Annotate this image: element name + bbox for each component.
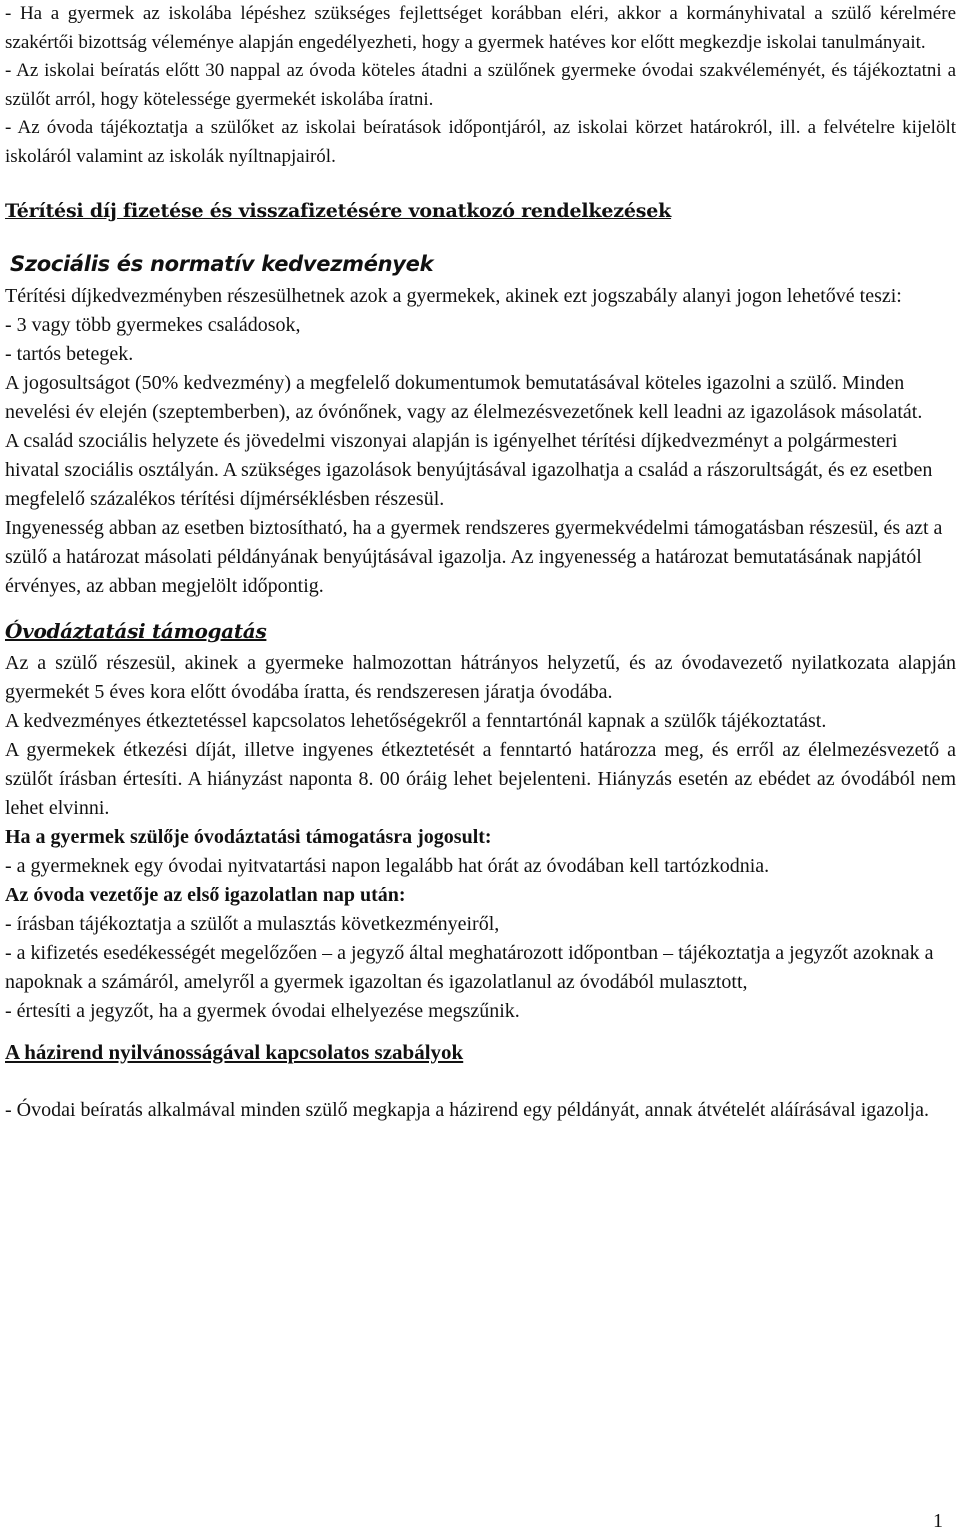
section-title: A házirend nyilvánosságával kapcsolatos szabályok [5,1039,464,1064]
list-item: - tartós betegek. [5,342,134,365]
list-item: - értesíti a jegyzőt, ha a gyermek óvodai elhelyezése megszűnik. [5,999,520,1022]
list-item: - a kifizetés esedékességét megelőzően – a jegyző által meghatározott időpontban – tájékoztatja a jegyzőt azoknak a napoknak a számáról, amelyről a gyermek igazoltan és igazolatlanul az óvodából mulasztott, [5,941,934,993]
paragraph: - Ha a gyermek az iskolába lépéshez szükséges fejlettséget korábban eléri, akkor a kormányhivatal a szülő kérelmére szakértői bizottság véleménye alapján engedélyezheti, hogy a gyermek hatéves kor előtt megkezdje iskolai tanulmányait. [5,3,956,53]
paragraph: A jogosultságot (50% kedvezmény) a megfelelő dokumentumok bemutatásával köteles igazolni a szülő. Minden nevelési év elején (szeptemberben), az óvónőnek, vagy az élelmezésvezetőnek kell leadni az igazolások másolatát. [5,371,923,423]
paragraph: Az a szülő részesül, akinek a gyermeke halmozottan hátrányos helyzetű, és az óvodavezető nyilatkozata alapján gyermekét 5 éves kora előtt óvodába íratta, és rendszeresen járatja óvodába. [5,651,956,703]
bold-heading: Az óvoda vezetője az első igazolatlan nap után: [5,883,406,906]
list-item: - a gyermeknek egy óvodai nyitvatartási napon legalább hat órát az óvodában kell tartózkodnia. [5,854,770,877]
intro-paragraphs [5,0,956,172]
list-item: - írásban tájékoztatja a szülőt a mulasztás következményeiről, [5,912,500,935]
list-item: - Óvodai beíratás alkalmával minden szülő megkapja a házirend egy példányát, annak átvételét aláírásával igazolja. [5,1098,930,1121]
paragraph: A kedvezményes étkeztetéssel kapcsolatos lehetőségekről a fenntartónál kapnak a szülők tájékoztatást. [5,709,827,732]
bold-heading: Ha a gyermek szülője óvodáztatási támogatásra jogosult: [5,825,492,848]
paragraph: A gyermekek étkezési díját, illetve ingyenes étkeztetését a fenntartó határozza meg, és erről az élelmezésvezető a szülőt írásban értesíti. A hiányzást naponta 8. 00 óráig lehet bejelenteni. Hiányzás esetén az ebédet az óvodából nem lehet elvinni. [5,738,956,819]
paragraph: - Az iskolai beíratás előtt 30 nappal az óvoda köteles átadni a szülőnek gyermeke óvodai szakvéleményét, és tájékoztatni a szülőt arról, hogy kötelessége gyermekét iskolába íratni. [5,60,956,110]
page-number: 1 [933,1510,943,1532]
subsection-body [5,649,956,823]
subsection-title: Szociális és normatív kedvezmények [10,251,434,276]
spacer [5,1067,956,1096]
paragraph: Térítési díjkedvezményben részesülhetnek azok a gyermekek, akinek ezt jogszabály alanyi jogon lehetővé teszi: [5,284,902,307]
section-body [5,1096,956,1125]
paragraph: - Az óvoda tájékoztatja a szülőket az iskolai beíratások időpontjáról, az iskolai körzet határokról, ill. a felvételre kijelölt iskoláról valamint az iskolák nyíltnapjairól. [5,117,956,167]
section-title: Térítési díj fizetése és visszafizetésére vonatkozó rendelkezések [5,199,672,222]
document-page [5,0,956,1125]
paragraph: Ingyenesség abban az esetben biztosítható, ha a gyermek rendszeres gyermekvédelmi támogatásban részesül, és azt a szülő a határozat másolati példányának benyújtásával igazolja. Az ingyenesség a határozat bemutatásának napjától érvényes, az abban megjelölt időpontig. [5,516,943,597]
paragraph: A család szociális helyzete és jövedelmi viszonyai alapján is igényelhet térítési díjkedvezményt a polgármesteri hivatal szociális osztályán. A szükséges igazolások benyújtásával igazolhatja a család a rászorultságát, és ez esetben megfelelő százalékos térítési díjmérséklésben részesül. [5,429,933,510]
subsection-title: Óvodáztatási támogatás [5,618,267,643]
list-item: - 3 vagy több gyermekes családosok, [5,313,301,336]
eligibility-block [5,823,956,1026]
subsection-body [5,282,956,601]
